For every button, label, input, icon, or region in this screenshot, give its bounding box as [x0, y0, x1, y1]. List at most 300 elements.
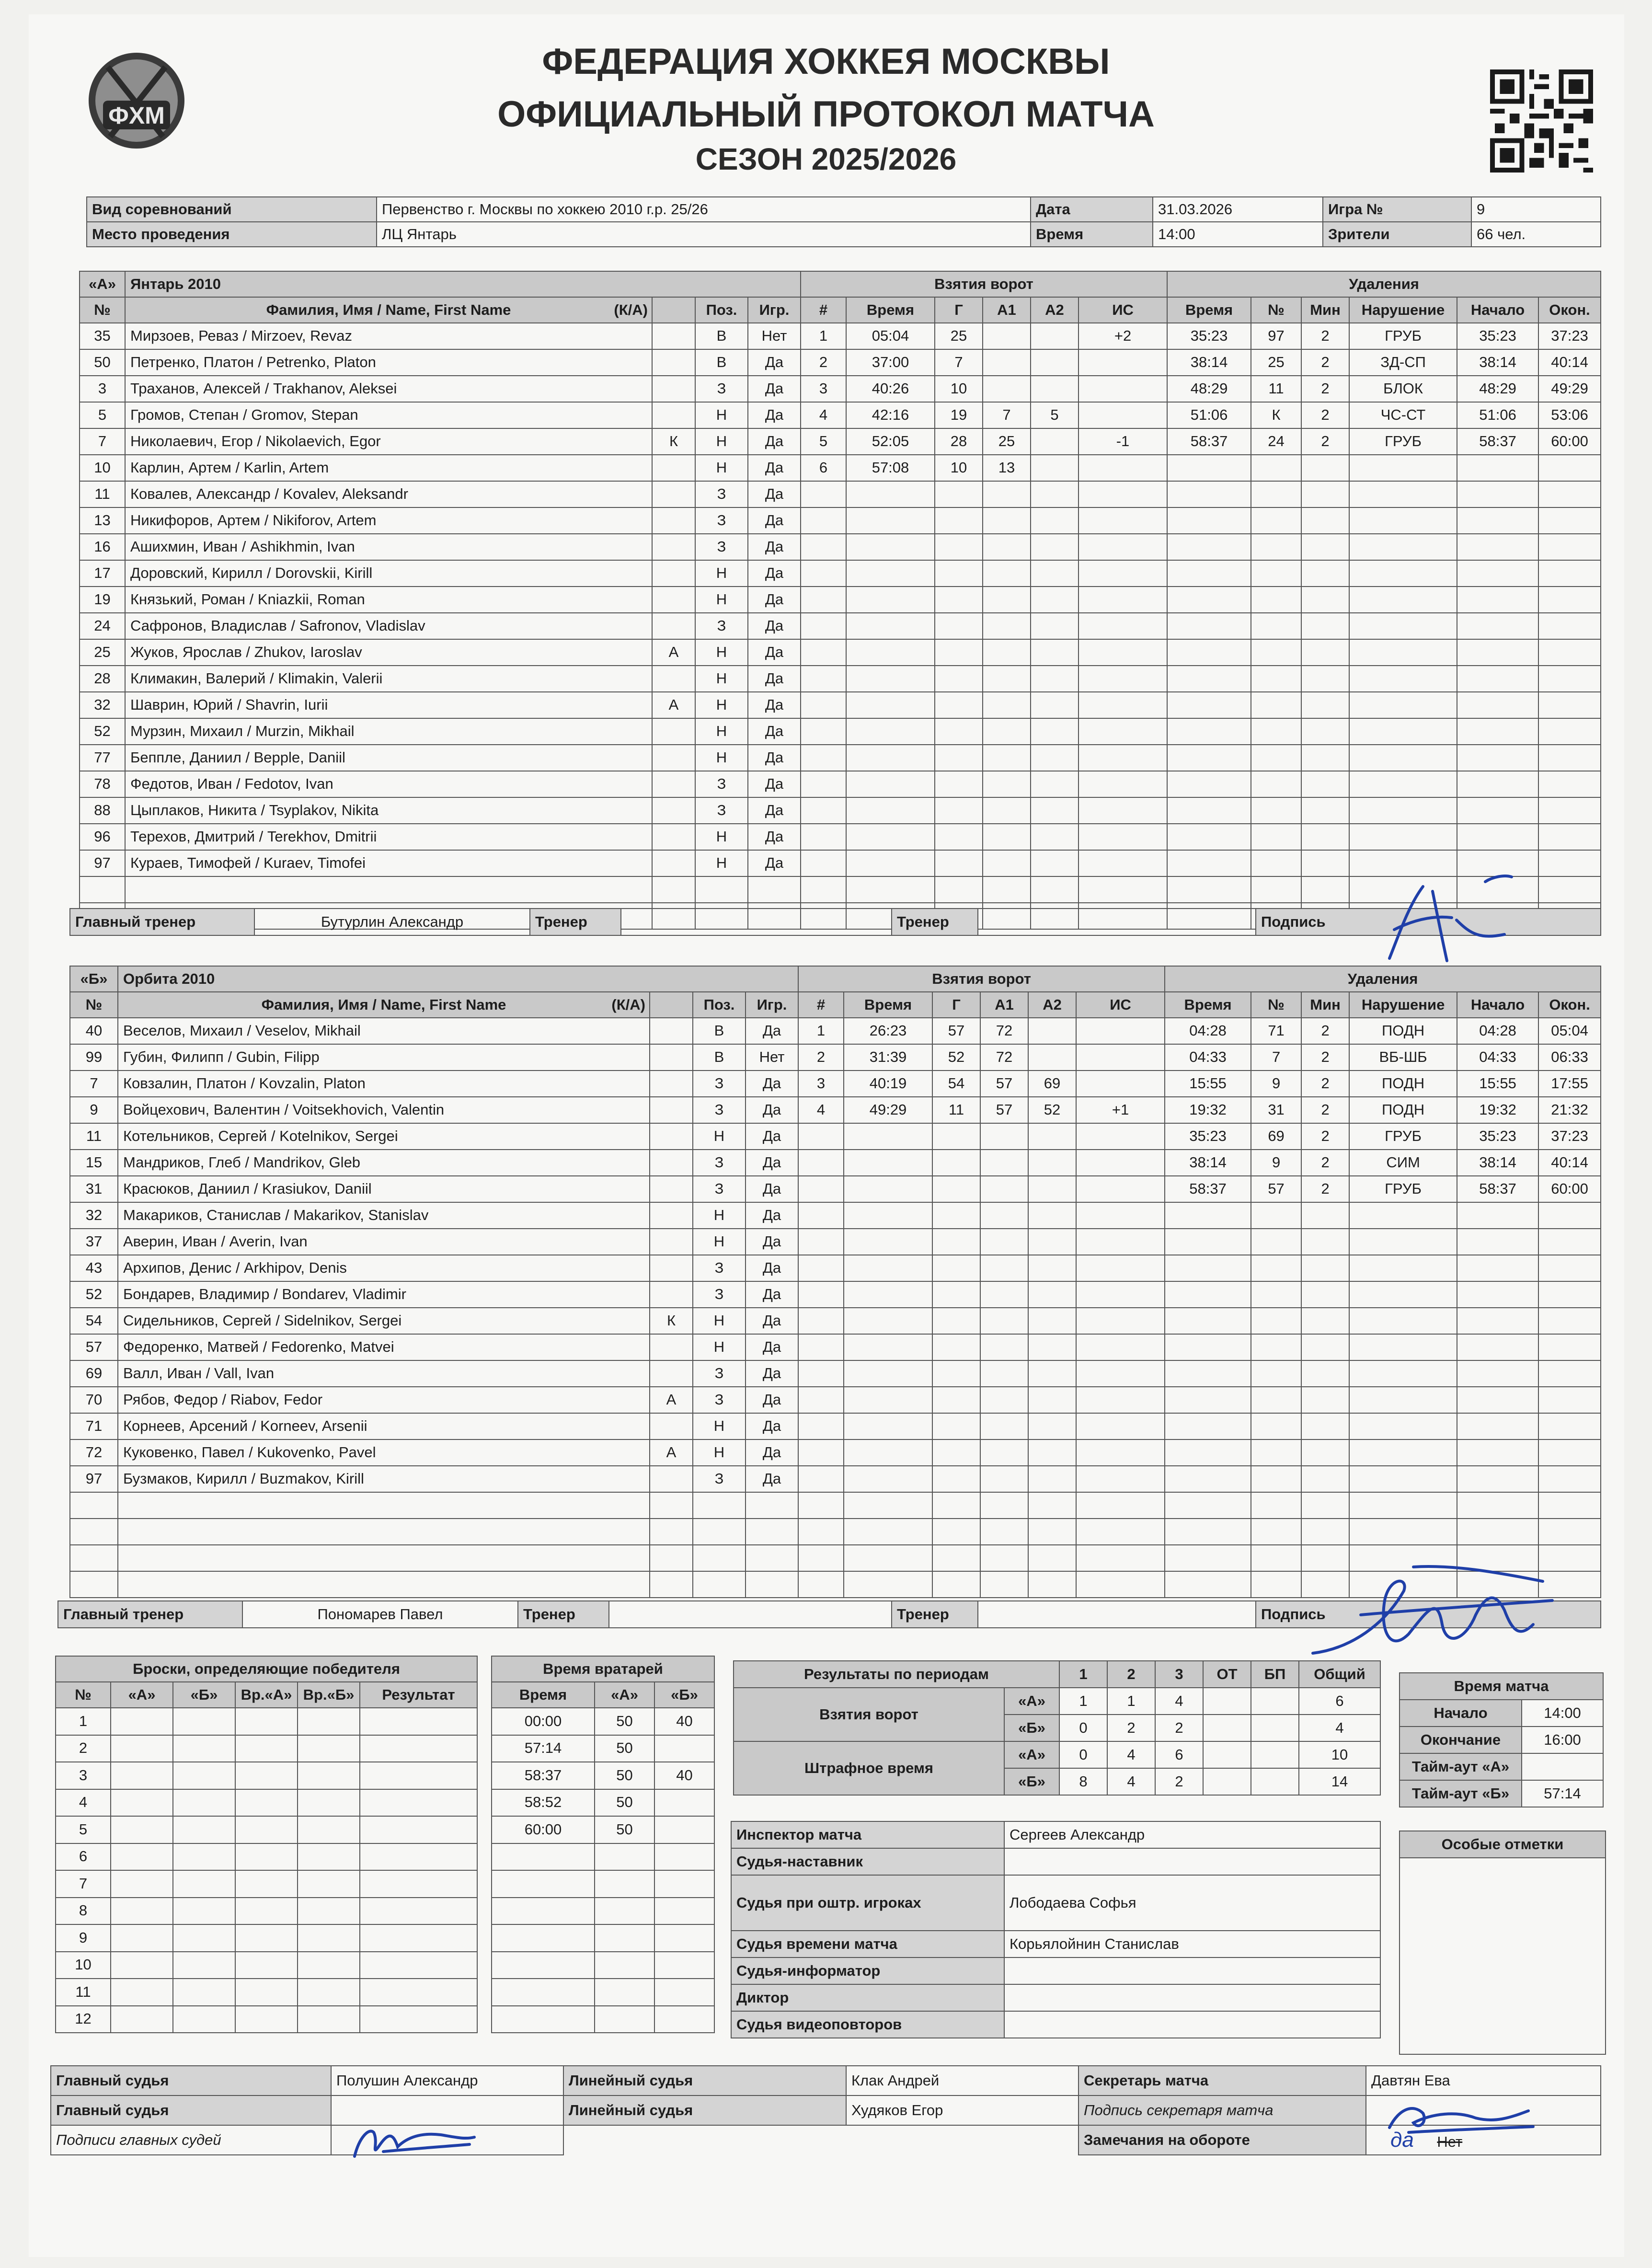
goalie-b: 40: [654, 1708, 714, 1735]
col-ka-blank: [650, 992, 693, 1018]
penalty-end: [1538, 639, 1601, 666]
timeout-b-label: Тайм-аут «Б»: [1400, 1780, 1522, 1807]
player-played: Да: [746, 1229, 798, 1255]
periods-cell: 4: [1299, 1715, 1380, 1741]
penalty-end: [1538, 507, 1601, 534]
player-position: Н: [695, 587, 748, 613]
player-position: Н: [693, 1202, 746, 1229]
match-time-title: Время матча: [1400, 1673, 1603, 1700]
player-captain-mark: [650, 1123, 693, 1150]
goal-a1: [983, 481, 1031, 507]
goal-g: 54: [932, 1071, 980, 1097]
player-played: Да: [746, 1413, 798, 1439]
goal-is: [1076, 1308, 1165, 1334]
goal-is: [1078, 692, 1167, 718]
goalie-time-table: [491, 1656, 715, 2033]
penalty-time: [1165, 1492, 1251, 1519]
goal-is: [1078, 876, 1167, 903]
goal-a2: [1031, 428, 1078, 455]
col-goal-is: ИС: [1078, 297, 1167, 323]
penalty-time: [1167, 824, 1251, 850]
table-row: [56, 1843, 477, 1871]
goal-g: [932, 1571, 980, 1598]
player-number: [70, 1492, 118, 1519]
periods-cell: 6: [1155, 1741, 1203, 1768]
player-captain-mark: [652, 771, 695, 797]
penalty-n: [1251, 507, 1301, 534]
goal-a1: [980, 1360, 1028, 1387]
player-number: 35: [80, 323, 125, 349]
table-row: [80, 507, 1601, 534]
table-row: [56, 1870, 477, 1898]
goal-a2: [1028, 1255, 1076, 1281]
penalty-end: [1538, 666, 1601, 692]
table-row: [80, 534, 1601, 560]
shootout-cell: [360, 1789, 477, 1817]
penalty-end: 21:32: [1538, 1097, 1601, 1123]
goal-g: [935, 771, 983, 797]
player-number: 19: [80, 587, 125, 613]
goal-g: [932, 1492, 980, 1519]
goal-time: [846, 692, 935, 718]
goal-is: [1076, 1150, 1165, 1176]
col-pen-start: Начало: [1457, 297, 1538, 323]
goal-n: [801, 771, 846, 797]
goal-n: 3: [801, 376, 846, 402]
goal-is: [1078, 507, 1167, 534]
goal-time: [846, 876, 935, 903]
goal-time: 52:05: [846, 428, 935, 455]
player-number: 43: [70, 1255, 118, 1281]
player-name: Ковалев, Александр / Kovalev, Aleksandr: [125, 481, 652, 507]
informer-label: Судья-информатор: [731, 1957, 1004, 1984]
timekeeper-value: Корьялойнин Станислав: [1004, 1931, 1380, 1957]
goalie-b: [654, 1843, 714, 1871]
player-name: Котельников, Сергей / Kotelnikov, Sergei: [118, 1123, 650, 1150]
penalty-min: [1301, 745, 1349, 771]
player-number: 13: [80, 507, 125, 534]
periods-col-1: 1: [1059, 1661, 1107, 1688]
shootout-cell: [298, 2006, 360, 2033]
player-played: Нет: [748, 323, 801, 349]
player-name: Куковенко, Павел / Kukovenko, Pavel: [118, 1439, 650, 1466]
goalie-a: [595, 2006, 654, 2033]
player-position: З: [695, 771, 748, 797]
goal-n: [798, 1334, 844, 1360]
player-played: [746, 1492, 798, 1519]
player-number: 97: [70, 1466, 118, 1492]
goal-n: 4: [798, 1097, 844, 1123]
goal-time: [846, 587, 935, 613]
penalty-time: [1167, 481, 1251, 507]
player-captain-mark: [650, 1413, 693, 1439]
goal-a1: [980, 1492, 1028, 1519]
goal-a2: [1028, 1492, 1076, 1519]
goalie-a: [595, 1924, 654, 1952]
penalty-time: 04:33: [1165, 1044, 1251, 1071]
periods-col-3: 3: [1155, 1661, 1203, 1688]
penalty-time: [1165, 1334, 1251, 1360]
player-captain-mark: [652, 402, 695, 428]
goalie-a: 50: [595, 1789, 654, 1817]
goal-n: [798, 1229, 844, 1255]
col-pen-end: Окон.: [1538, 297, 1601, 323]
goal-time: [844, 1519, 932, 1545]
penbox-judge-label: Судья при оштр. игроках: [731, 1875, 1004, 1931]
player-number: 52: [80, 718, 125, 745]
goal-a1: [980, 1466, 1028, 1492]
penalty-n: [1251, 850, 1301, 876]
player-played: Да: [748, 376, 801, 402]
penalty-end: 17:55: [1538, 1071, 1601, 1097]
player-number: 16: [80, 534, 125, 560]
team-a-penalties-title: Удаления: [1167, 271, 1601, 297]
player-number: 17: [80, 560, 125, 587]
player-name: Архипов, Денис / Arkhipov, Denis: [118, 1255, 650, 1281]
goalie-a: [595, 1870, 654, 1898]
table-row: [70, 1492, 1601, 1519]
goal-a2: [1028, 1044, 1076, 1071]
penalty-min: [1301, 876, 1349, 903]
col-ka-blank: [652, 297, 695, 323]
goal-time: [844, 1545, 932, 1571]
penalty-min: [1301, 1519, 1349, 1545]
goalie-col-b: «Б»: [654, 1682, 714, 1708]
penalty-end: [1538, 587, 1601, 613]
penalty-viol: [1349, 1466, 1457, 1492]
goal-time: [844, 1571, 932, 1598]
penalty-n: [1251, 1439, 1301, 1466]
goal-a1: 7: [983, 402, 1031, 428]
timeout-a-value: [1522, 1753, 1603, 1780]
penalty-min: [1301, 1360, 1349, 1387]
goal-is: [1078, 718, 1167, 745]
player-captain-mark: А: [652, 639, 695, 666]
penalty-time: [1165, 1571, 1251, 1598]
goal-n: 2: [801, 349, 846, 376]
penalty-start: [1457, 639, 1538, 666]
penalty-min: [1301, 481, 1349, 507]
team-b-tag: «Б»: [70, 966, 118, 992]
penalty-end: [1538, 1492, 1601, 1519]
penalty-start: [1457, 745, 1538, 771]
goal-time: 42:16: [846, 402, 935, 428]
match-time-table: [1399, 1672, 1604, 1807]
penalty-n: К: [1251, 402, 1301, 428]
goal-a1: [983, 349, 1031, 376]
shootout-cell: [298, 1898, 360, 1925]
penalty-end: 37:23: [1538, 323, 1601, 349]
col-goal-time: Время: [846, 297, 935, 323]
goal-g: [932, 1545, 980, 1571]
shootout-row-number: 3: [56, 1762, 111, 1789]
goal-a2: [1031, 534, 1078, 560]
timeout-a-label: Тайм-аут «А»: [1400, 1753, 1522, 1780]
shootout-cell: [173, 1816, 235, 1843]
col-igr: Игр.: [746, 992, 798, 1018]
player-played: Да: [746, 1387, 798, 1413]
player-name: Сидельников, Сергей / Sidelnikov, Sergei: [118, 1308, 650, 1334]
goal-is: [1078, 534, 1167, 560]
referees-sign-label: Подписи главных судей: [51, 2125, 331, 2155]
penalty-viol: [1349, 1492, 1457, 1519]
player-position: [693, 1519, 746, 1545]
penalty-min: 2: [1301, 1097, 1349, 1123]
penalty-viol: ПОДН: [1349, 1071, 1457, 1097]
penalty-start: [1457, 1413, 1538, 1439]
table-row: [80, 428, 1601, 455]
secretary-label: Секретарь матча: [1078, 2066, 1366, 2095]
goal-n: [801, 639, 846, 666]
notes-yes: да: [1390, 2128, 1414, 2152]
goalie-b: [654, 1924, 714, 1952]
player-captain-mark: [650, 1519, 693, 1545]
shootout-cell: [111, 1708, 173, 1735]
table-row: [56, 1735, 477, 1762]
secretary-signature: [1380, 2094, 1538, 2137]
col-pos: Поз.: [693, 992, 746, 1018]
player-captain-mark: [650, 1044, 693, 1071]
penalty-viol: [1349, 587, 1457, 613]
table-row: [56, 1952, 477, 1979]
main-referee-2-label: Главный судья: [51, 2095, 331, 2125]
penalty-n: [1251, 797, 1301, 824]
goal-g: [935, 745, 983, 771]
player-captain-mark: [650, 1202, 693, 1229]
goal-g: [935, 797, 983, 824]
shootout-cell: [360, 1870, 477, 1898]
shootout-cell: [111, 1870, 173, 1898]
shootout-cell: [298, 1789, 360, 1817]
goal-a2: [1028, 1519, 1076, 1545]
penalty-end: [1538, 613, 1601, 639]
player-name: Громов, Степан / Gromov, Stepan: [125, 402, 652, 428]
shootout-cell: [235, 1762, 298, 1789]
player-name: Аверин, Иван / Averin, Ivan: [118, 1229, 650, 1255]
goal-g: 28: [935, 428, 983, 455]
player-name: Терехов, Дмитрий / Terekhov, Dmitrii: [125, 824, 652, 850]
player-number: 97: [80, 850, 125, 876]
goal-a1: [980, 1413, 1028, 1439]
penalty-time: [1167, 666, 1251, 692]
penalty-time: [1165, 1360, 1251, 1387]
player-captain-mark: [652, 349, 695, 376]
goal-time: [844, 1150, 932, 1176]
shootout-cell: [173, 2006, 235, 2033]
player-captain-mark: К: [650, 1308, 693, 1334]
team-a-name: Янтарь 2010: [125, 271, 801, 297]
player-played: [746, 1571, 798, 1598]
player-number: 88: [80, 797, 125, 824]
player-captain-mark: [650, 1492, 693, 1519]
goalie-a: 50: [595, 1762, 654, 1789]
goal-time: [844, 1466, 932, 1492]
player-played: Да: [748, 455, 801, 481]
penalty-n: 57: [1251, 1176, 1301, 1202]
goal-a2: [1028, 1413, 1076, 1439]
linesman-1: Клак Андрей: [846, 2066, 1078, 2095]
goal-n: [801, 560, 846, 587]
penalty-viol: [1349, 1387, 1457, 1413]
player-name: Веселов, Михаил / Veselov, Mikhail: [118, 1018, 650, 1044]
table-row: [492, 1789, 714, 1817]
team-b-name: Орбита 2010: [118, 966, 798, 992]
mentor-label: Судья-наставник: [731, 1848, 1004, 1875]
penalty-viol: [1349, 1413, 1457, 1439]
goal-g: [932, 1439, 980, 1466]
penalty-viol: [1349, 1255, 1457, 1281]
penalty-n: [1251, 560, 1301, 587]
penalty-n: [1251, 1308, 1301, 1334]
player-captain-mark: К: [652, 428, 695, 455]
shootout-cell: [360, 1762, 477, 1789]
goal-a2: [1031, 876, 1078, 903]
shootout-col-num: №: [56, 1682, 111, 1708]
shootout-cell: [111, 1924, 173, 1952]
goalie-b: [654, 1870, 714, 1898]
mentor-value: [1004, 1848, 1380, 1875]
goal-a2: [1031, 507, 1078, 534]
periods-cell: [1251, 1688, 1299, 1715]
penalty-viol: [1349, 1519, 1457, 1545]
player-number: 96: [80, 824, 125, 850]
penalty-start: [1457, 771, 1538, 797]
player-played: Да: [748, 560, 801, 587]
goal-g: [935, 666, 983, 692]
table-row: [70, 1360, 1601, 1387]
goal-a2: [1028, 1466, 1076, 1492]
goal-time: [846, 797, 935, 824]
table-row: [70, 1044, 1601, 1071]
goal-is: +1: [1076, 1097, 1165, 1123]
team-a-sign-label: Подпись: [1256, 909, 1601, 935]
penalty-end: [1538, 797, 1601, 824]
table-row: [56, 1924, 477, 1952]
table-row: [80, 797, 1601, 824]
shootout-cell: [298, 1816, 360, 1843]
player-position: З: [693, 1281, 746, 1308]
penalty-end: [1538, 1255, 1601, 1281]
penalty-start: 38:14: [1457, 1150, 1538, 1176]
goal-a2: [1028, 1387, 1076, 1413]
goal-is: [1078, 666, 1167, 692]
player-number: 11: [70, 1123, 118, 1150]
player-number: 50: [80, 349, 125, 376]
player-name: Жуков, Ярослав / Zhukov, Iaroslav: [125, 639, 652, 666]
table-row: [56, 1708, 477, 1735]
goal-time: [846, 560, 935, 587]
col-goal-scorer: Г: [935, 297, 983, 323]
team-a-coach2-label: Тренер: [892, 909, 978, 935]
goalie-col-time: Время: [492, 1682, 595, 1708]
goal-a2: [1028, 1018, 1076, 1044]
penalty-start: [1457, 587, 1538, 613]
col-goal-num: #: [798, 992, 844, 1018]
table-row: [80, 349, 1601, 376]
penalty-start: [1457, 1308, 1538, 1334]
goal-a2: [1028, 1308, 1076, 1334]
penalty-start: [1457, 1439, 1538, 1466]
penalty-min: 2: [1301, 1176, 1349, 1202]
goal-g: 52: [932, 1044, 980, 1071]
periods-cell: [1251, 1741, 1299, 1768]
penalty-min: [1301, 1308, 1349, 1334]
goal-time: 37:00: [846, 349, 935, 376]
shootout-cell: [360, 1843, 477, 1871]
shootout-cell: [173, 1979, 235, 2006]
table-row: [80, 639, 1601, 666]
shootout-cell: [173, 1762, 235, 1789]
col-goal-time: Время: [844, 992, 932, 1018]
shootout-cell: [298, 1924, 360, 1952]
table-row: [492, 1979, 714, 2006]
team-b-sign-label: Подпись: [1256, 1601, 1601, 1628]
shootout-row-number: 11: [56, 1979, 111, 2006]
table-row: [70, 1229, 1601, 1255]
shootout-row-number: 12: [56, 2006, 111, 2033]
penalty-viol: [1349, 771, 1457, 797]
periods-cell: 2: [1107, 1715, 1155, 1741]
goalie-a: 50: [595, 1708, 654, 1735]
col-pen-num: №: [1251, 992, 1301, 1018]
player-captain-mark: [650, 1466, 693, 1492]
penalty-n: 71: [1251, 1018, 1301, 1044]
goal-a2: [1028, 1229, 1076, 1255]
player-name: Траханов, Алексей / Trakhanov, Aleksei: [125, 376, 652, 402]
goal-n: 5: [801, 428, 846, 455]
penalty-n: 11: [1251, 376, 1301, 402]
penalty-time: [1167, 692, 1251, 718]
goal-time: [844, 1281, 932, 1308]
special-marks-table: [1399, 1831, 1606, 2055]
goal-a1: [980, 1176, 1028, 1202]
player-played: Да: [748, 824, 801, 850]
shootout-row-number: 1: [56, 1708, 111, 1735]
player-name: [118, 1519, 650, 1545]
goal-is: [1078, 824, 1167, 850]
goal-is: [1078, 850, 1167, 876]
penalty-min: [1301, 771, 1349, 797]
penalty-viol: ГРУБ: [1349, 323, 1457, 349]
table-row: [70, 1123, 1601, 1150]
goal-a1: 57: [980, 1097, 1028, 1123]
video-judge-value: [1004, 2011, 1380, 2038]
periods-col-bp: БП: [1251, 1661, 1299, 1688]
player-played: Да: [748, 771, 801, 797]
goalie-b: [654, 1735, 714, 1762]
goal-a2: [1031, 349, 1078, 376]
player-captain-mark: [652, 455, 695, 481]
penalty-time: [1165, 1308, 1251, 1334]
penalty-end: [1538, 718, 1601, 745]
player-captain-mark: [650, 1571, 693, 1598]
penalty-viol: ПОДН: [1349, 1018, 1457, 1044]
match-start-label: Начало: [1400, 1700, 1522, 1727]
penalty-viol: ГРУБ: [1349, 1123, 1457, 1150]
penalty-end: [1538, 1229, 1601, 1255]
player-played: Да: [746, 1018, 798, 1044]
timekeeper-label: Судья времени матча: [731, 1931, 1004, 1957]
goal-a1: [983, 692, 1031, 718]
goal-time: 40:26: [846, 376, 935, 402]
goalie-time: 58:52: [492, 1789, 595, 1817]
goal-is: [1076, 1123, 1165, 1150]
goal-time: [844, 1176, 932, 1202]
penalty-end: [1538, 692, 1601, 718]
penalty-end: 60:00: [1538, 428, 1601, 455]
goal-time: [844, 1123, 932, 1150]
match-end-value: 16:00: [1522, 1727, 1603, 1753]
